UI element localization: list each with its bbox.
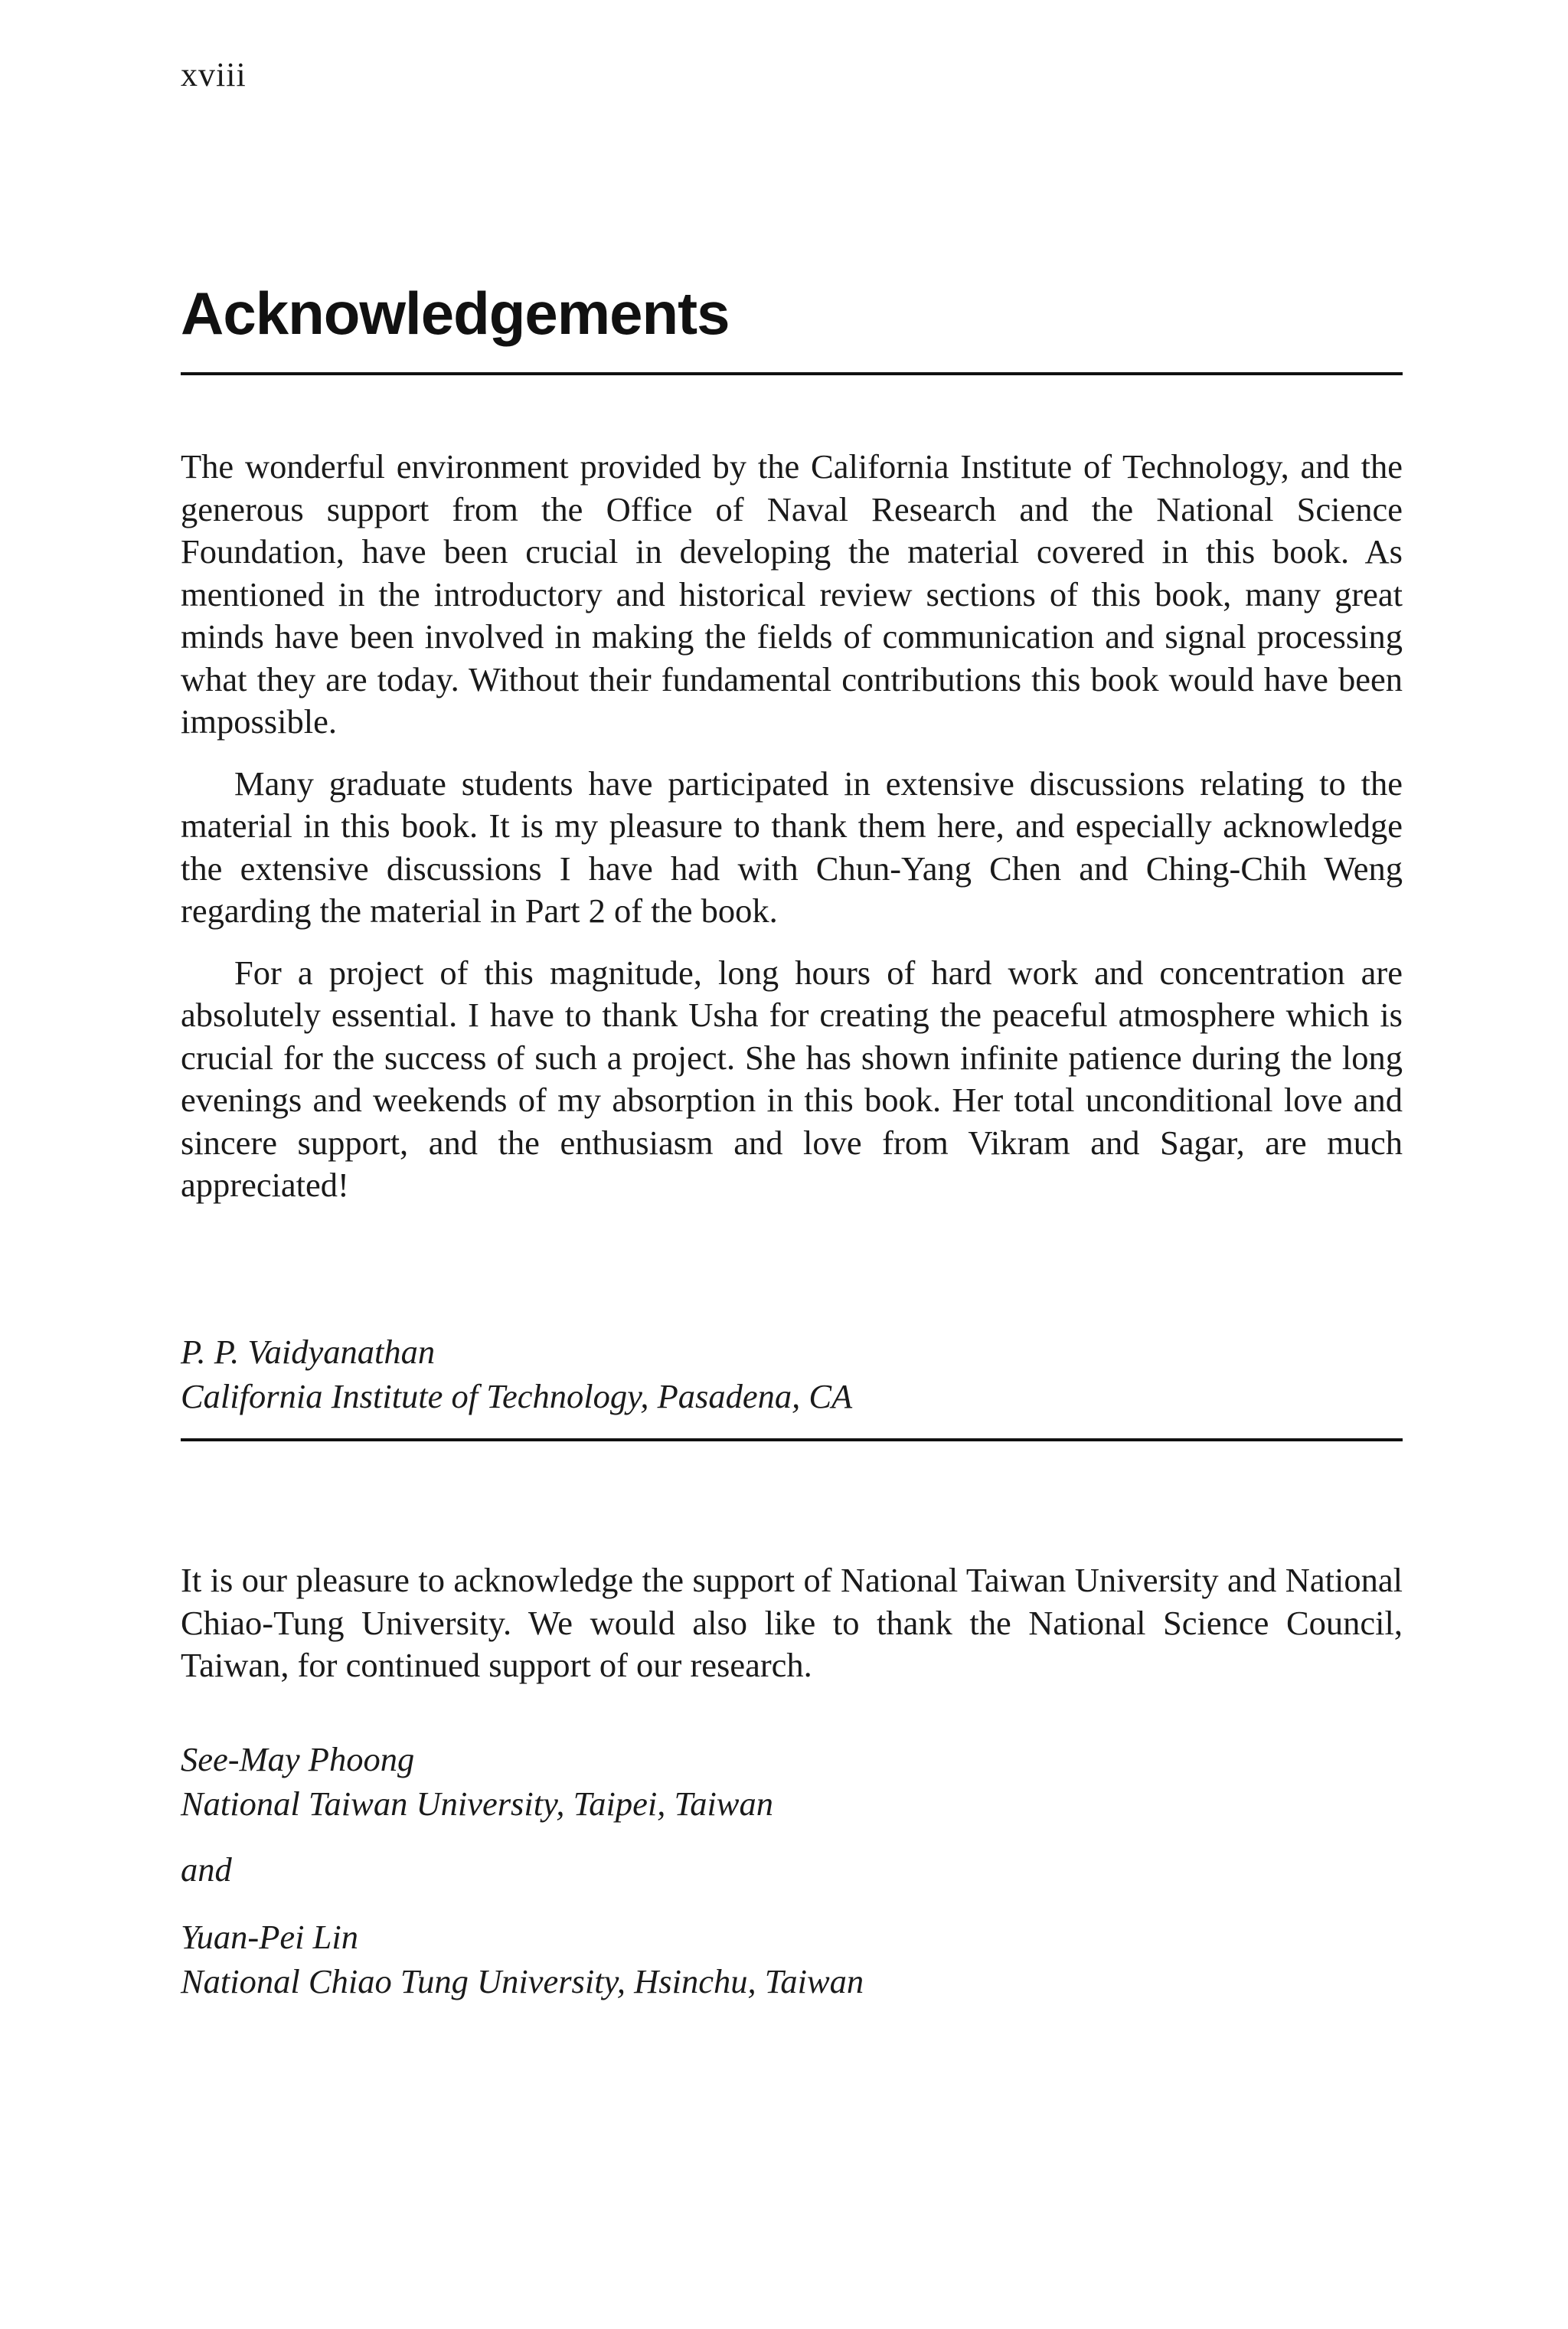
acknowledgement-body-phoong-lin [181, 1559, 1403, 1706]
paragraph-1: The wonderful environment provided by the California Institute of Technology, and the generous support from the Office of Naval Research and the National Science Foundation, have been crucial in developing the material covered in this book. As mentioned in the introductory and historical review sections of this book, many great minds have been involved in making the fields of communication and signal processing what they are today. Without their fundamental contributions this book would have been impossible. [181, 447, 1403, 741]
signature-affiliation: National Chiao Tung University, Hsinchu, Taiwan [181, 1962, 864, 2000]
paragraph-2: Many graduate students have participated in extensive discussions relating to the material in this book. It is my pleasure to thank them here, and especially acknowledge the extensive discussions I have had with Chun-Yang Chen and Ching-Chih Weng regarding the material in Part 2 of the book. [181, 764, 1403, 930]
section-divider [181, 1438, 1403, 1441]
signature-vaidyanathan [181, 1330, 852, 1418]
conjunction-text: and [181, 1850, 232, 1889]
signature-affiliation: California Institute of Technology, Pasadena, CA [181, 1377, 853, 1415]
signature-affiliation: National Taiwan University, Taipei, Taiwan [181, 1784, 773, 1823]
signature-name: P. P. Vaidyanathan [181, 1333, 436, 1371]
signature-lin [181, 1915, 864, 2004]
page-title: Acknowledgements [181, 280, 730, 347]
paragraph-4: It is our pleasure to acknowledge the support of National Taiwan University and National Chiao-Tung University. We would also like to thank the National Science Council, Taiwan, for continued support of our research. [181, 1561, 1403, 1684]
signature-phoong [181, 1737, 773, 1826]
signature-conjunction [181, 1847, 232, 1892]
title-divider [181, 372, 1403, 375]
signature-name: Yuan-Pei Lin [181, 1918, 359, 1956]
signature-name: See-May Phoong [181, 1740, 415, 1778]
acknowledgement-body-vaidyanathan [181, 446, 1403, 1226]
paragraph-3: For a project of this magnitude, long hours of hard work and concentration are absolutely essential. I have to thank Usha for creating the peaceful atmosphere which is crucial for the success of such a project. She has shown infinite patience during the long evenings and weekends of my absorption in this book. Her total unconditional love and sincere support, and the enthusiasm and love from Vikram and Sagar, are much appreciated! [181, 953, 1403, 1204]
page-number: xviii [181, 56, 247, 93]
